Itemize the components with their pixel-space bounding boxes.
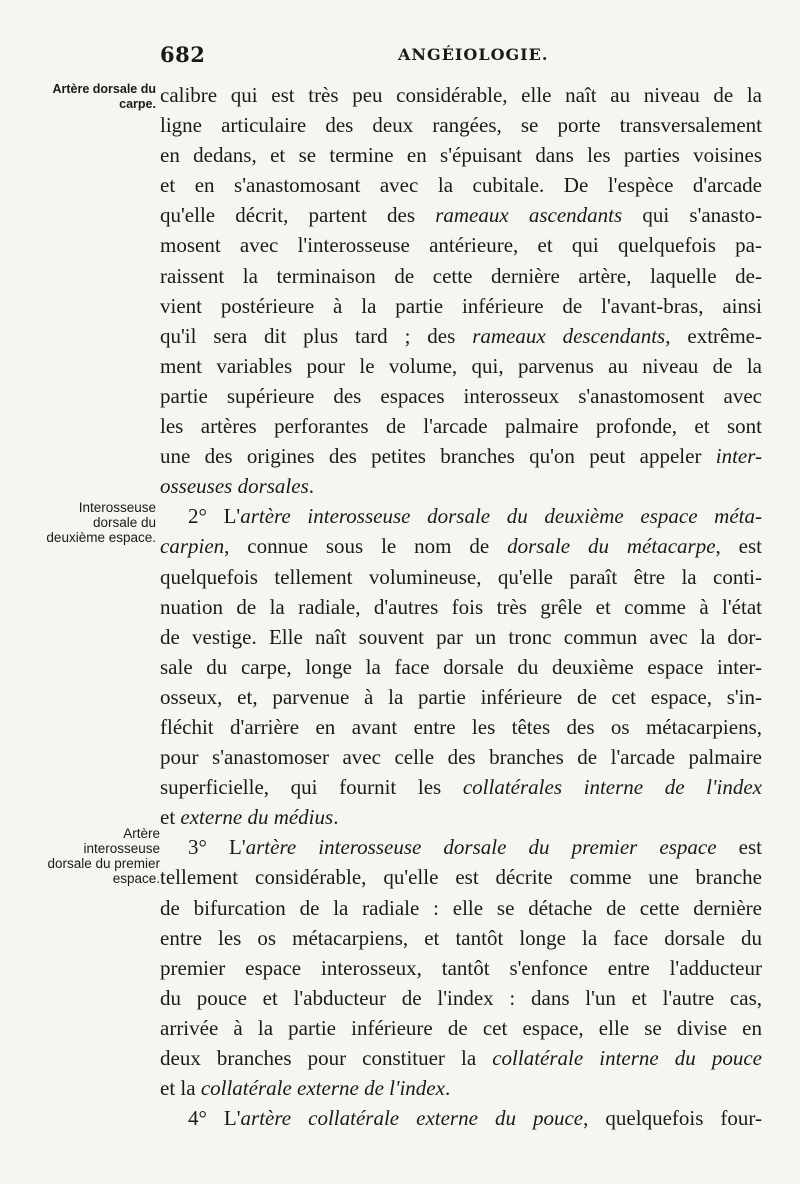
text-line: tellement considérable, qu'elle est décrite comme une branche [160, 865, 762, 890]
running-title: ANGÉIOLOGIE. [398, 45, 549, 64]
text-run: , connue sous le nom de [224, 534, 508, 559]
italic-term: artère interosseuse dorsale du deuxième espace méta- [240, 504, 762, 529]
text-run: une des origines des petites branches qu'on peut appeler [160, 444, 716, 469]
italic-term: collatérales interne de l'index [462, 775, 762, 800]
body-text [160, 80, 762, 1133]
text-line: sale du carpe, longe la face dorsale du deuxième espace inter- [160, 654, 762, 679]
text-line: fléchit d'arrière en avant entre les têtes des os métacarpiens, [160, 714, 762, 739]
italic-term: externe du médius [180, 805, 334, 830]
text-line: du pouce et l'abducteur de l'index : dans l'un et l'autre cas, [160, 985, 762, 1010]
text-run: 2° L' [188, 504, 241, 529]
text-line: ment variables pour le volume, qui, parvenus au niveau de la [160, 353, 762, 378]
text-run: 4° L' [188, 1106, 241, 1131]
text-run: , extrême- [665, 323, 762, 348]
text-line [160, 471, 762, 501]
margin-note-second-space-interosseous: Interosseuse dorsale du deuxième espace. [46, 500, 156, 545]
text-line: ligne articulaire des deux rangées, se porte transversalement [160, 113, 762, 138]
italic-term: rameaux ascendants [435, 203, 623, 228]
text-run: et la [160, 1076, 201, 1101]
text-line: quelquefois tellement volumineuse, qu'elle paraît être la conti- [160, 564, 762, 589]
margin-note-first-space-interosseous: Artère interosseuse dorsale du premier espace. [47, 826, 160, 886]
italic-term: collatérale interne du pouce [492, 1046, 762, 1070]
text-run: et [160, 805, 181, 830]
text-line: vient postérieure à la partie inférieure de l'avant-bras, ainsi [160, 293, 762, 318]
text-line: mosent avec l'interosseuse antérieure, et qui quelquefois pa- [160, 233, 762, 258]
text-line: les artères perforantes de l'arcade palmaire profonde, et sont [160, 414, 762, 439]
italic-term: artère interosseuse dorsale du premier espace [245, 835, 717, 860]
italic-term: artère collatérale externe du pouce [240, 1106, 584, 1131]
text-run: qu'il sera dit plus tard ; des [160, 323, 473, 348]
page-header [0, 42, 800, 72]
text-line: pour s'anastomoser avec celle des branches de l'arcade palmaire [160, 745, 762, 770]
text-run: superficielle, qui fournit les [160, 775, 463, 800]
text-line: premier espace interosseux, tantôt s'enfonce entre l'adducteur [160, 955, 762, 980]
text-line [160, 832, 762, 862]
text-line: nuation de la radiale, d'autres fois très grêle et comme à l'état [160, 594, 762, 619]
text-line [160, 1103, 762, 1133]
italic-term: osseuses dorsales [160, 474, 309, 499]
text-line [160, 772, 762, 802]
text-line: de bifurcation de la radiale : elle se détache de cette dernière [160, 895, 762, 920]
page-number: 682 [160, 42, 206, 67]
italic-term: carpien [160, 534, 225, 559]
text-line [160, 1043, 762, 1073]
text-run: , est [715, 534, 763, 559]
text-line [160, 441, 762, 471]
text-run: qu'elle décrit, partent des [160, 203, 436, 228]
margin-note-dorsal-carpal-artery: Artère dorsale du carpe. [52, 82, 156, 111]
text-run: , quelquefois four- [583, 1106, 762, 1131]
text-run: qui s'anasto- [622, 203, 762, 228]
italic-term: collatérale externe de l'index [200, 1076, 445, 1101]
text-line: arrivée à la partie inférieure de cet espace, elle se divise en [160, 1015, 762, 1040]
text-line [160, 501, 762, 531]
italic-term: rameaux descendants [472, 323, 666, 348]
text-line [160, 200, 762, 230]
text-line: osseux, et, parvenue à la partie inférieure de cet espace, s'in- [160, 684, 762, 709]
text-line [160, 321, 762, 351]
text-line: entre les os métacarpiens, et tantôt longe la face dorsale du [160, 925, 762, 950]
text-line: et en s'anastomosant avec la cubitale. De l'espèce d'arcade [160, 173, 762, 198]
text-line: partie supérieure des espaces interosseux s'anastomosent avec [160, 383, 762, 408]
text-line: de vestige. Elle naît souvent par un tronc commun avec la dor- [160, 624, 762, 649]
text-run: est [716, 835, 763, 860]
text-run: . [444, 1076, 451, 1101]
text-line: en dedans, et se termine en s'épuisant dans les parties voisines [160, 143, 762, 168]
text-line: raissent la terminaison de cette dernière artère, laquelle de- [160, 263, 762, 288]
text-run: . [333, 805, 339, 830]
italic-term: inter- [715, 444, 762, 469]
text-run: . [308, 474, 315, 499]
italic-term: dorsale du métacarpe [507, 534, 716, 559]
text-line [160, 1073, 762, 1103]
text-line [160, 531, 762, 561]
text-line: calibre qui est très peu considérable, elle naît au niveau de la [160, 83, 762, 107]
text-line [160, 802, 762, 832]
text-run: deux branches pour constituer la [160, 1046, 493, 1070]
text-run: 3° L' [188, 835, 246, 860]
